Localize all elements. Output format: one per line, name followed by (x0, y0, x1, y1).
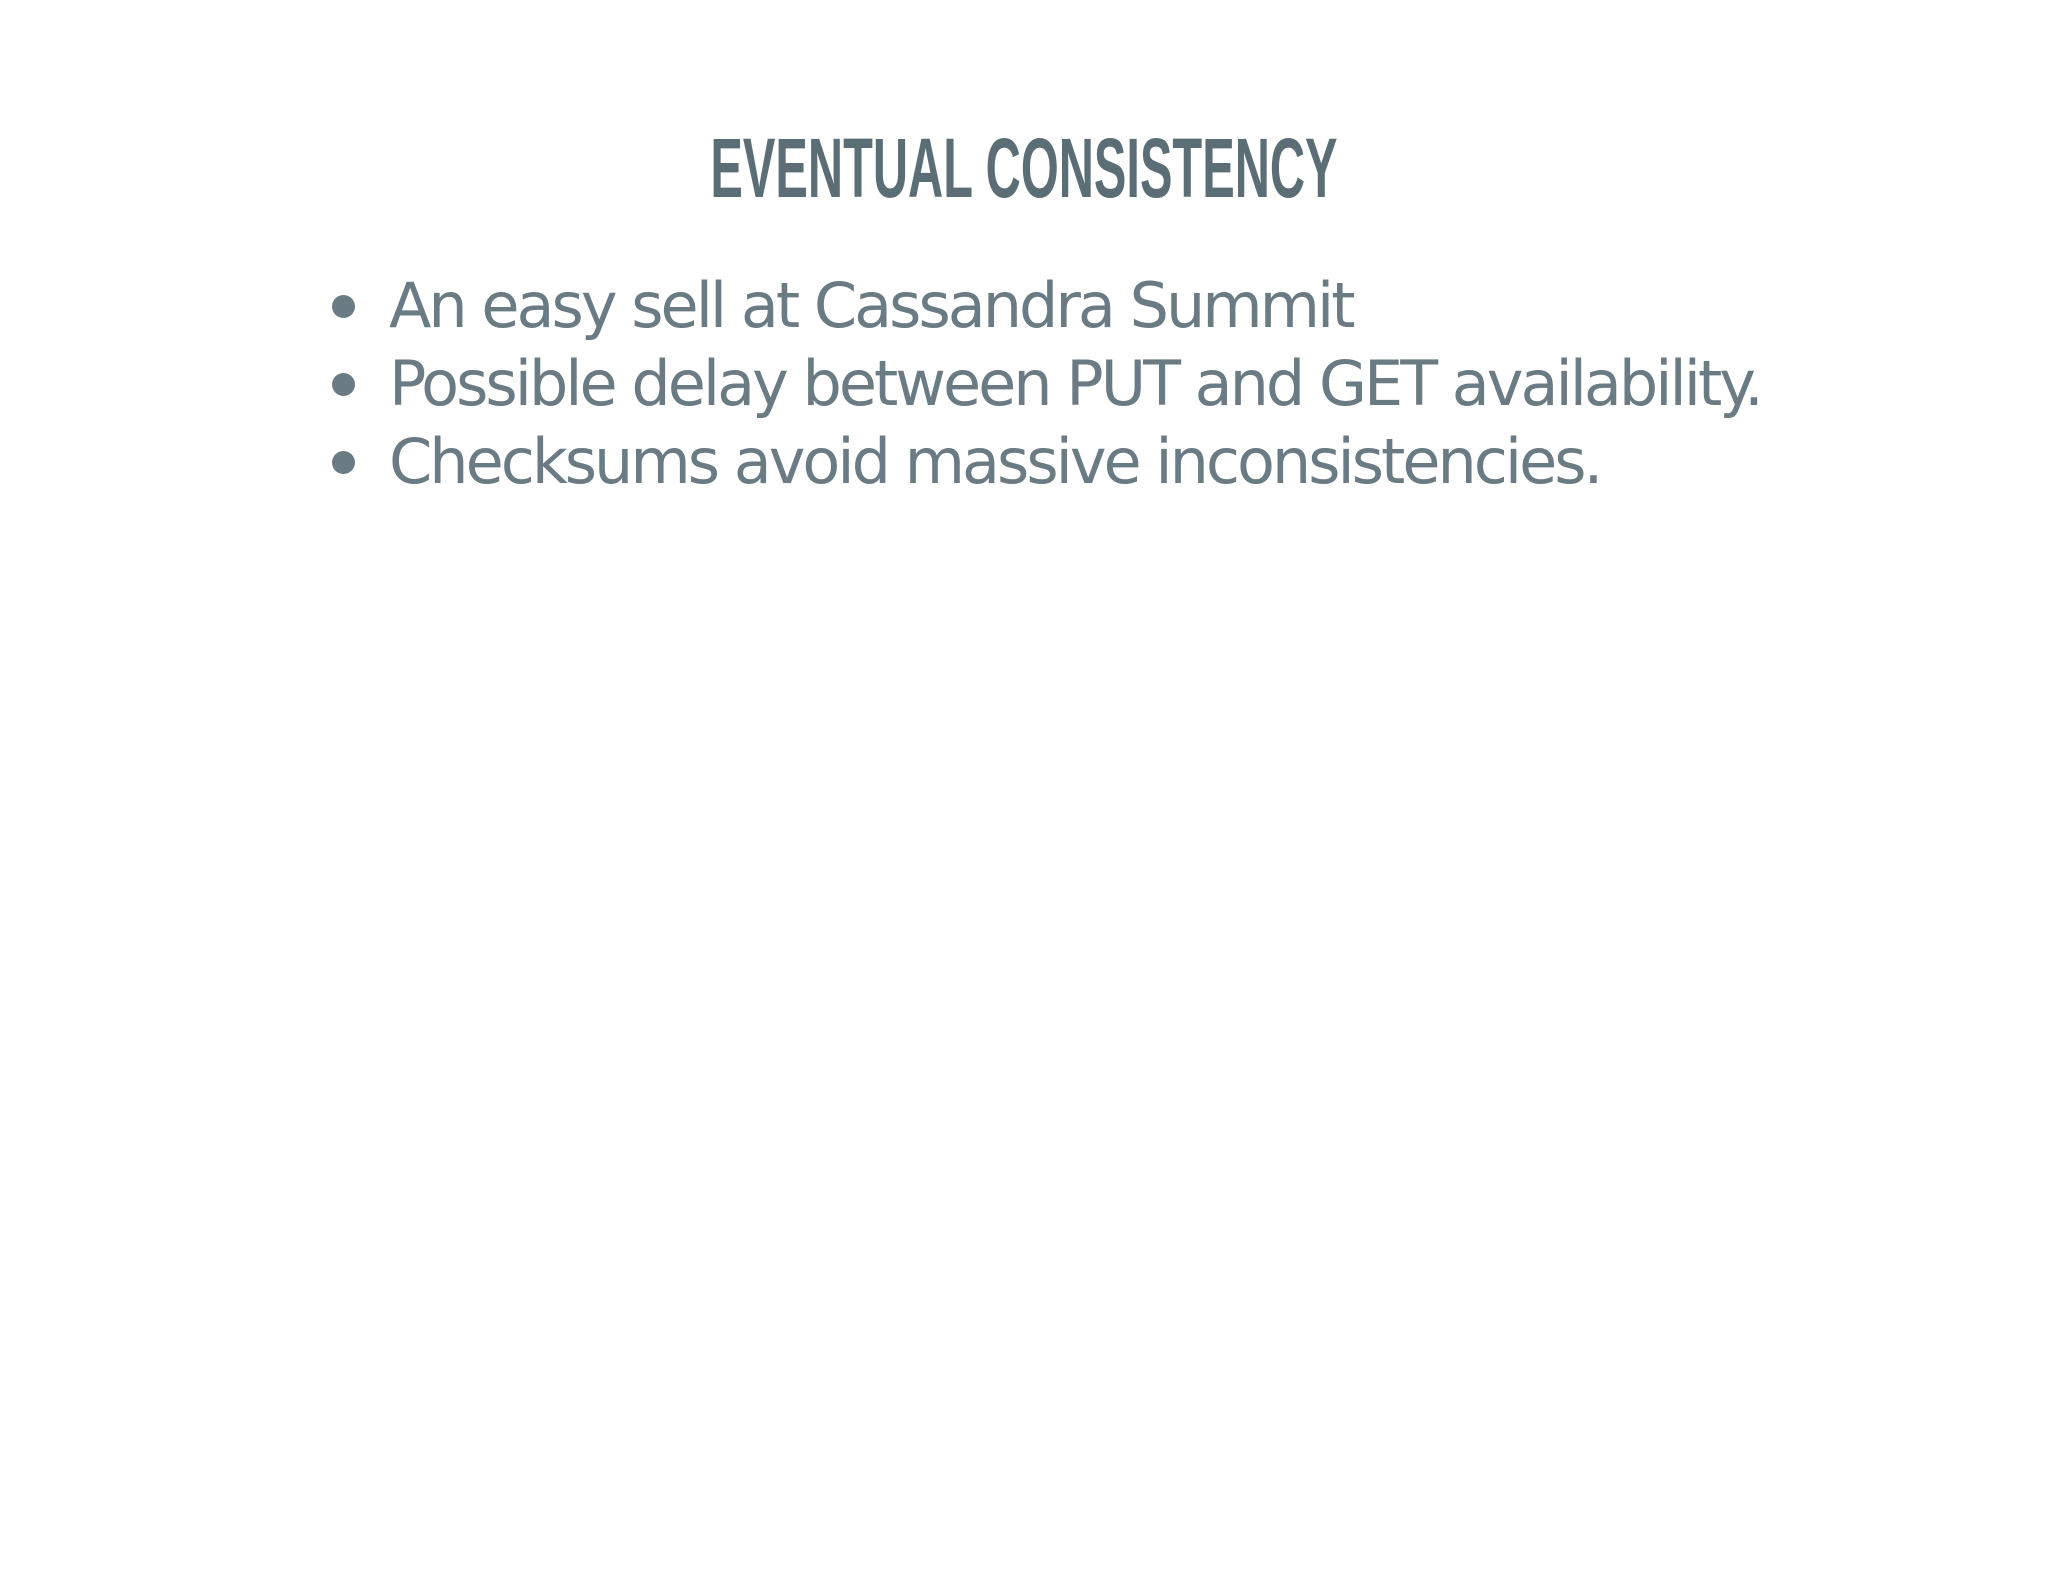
bullet-dot-icon (332, 373, 355, 396)
list-item (322, 423, 1761, 501)
list-item-text: An easy sell at Cassandra Summit (389, 269, 1353, 342)
list-item-text: Possible delay between PUT and GET availability. (389, 347, 1761, 420)
list-item (322, 267, 1761, 345)
slide-title: EVENTUAL CONSISTENCY (710, 121, 1338, 215)
list-item-text: Checksums avoid massive inconsistencies. (389, 425, 1601, 498)
list-item (322, 345, 1761, 423)
bullet-dot-icon (332, 295, 355, 318)
bullet-dot-icon (332, 451, 355, 474)
bullet-list (322, 267, 1761, 501)
